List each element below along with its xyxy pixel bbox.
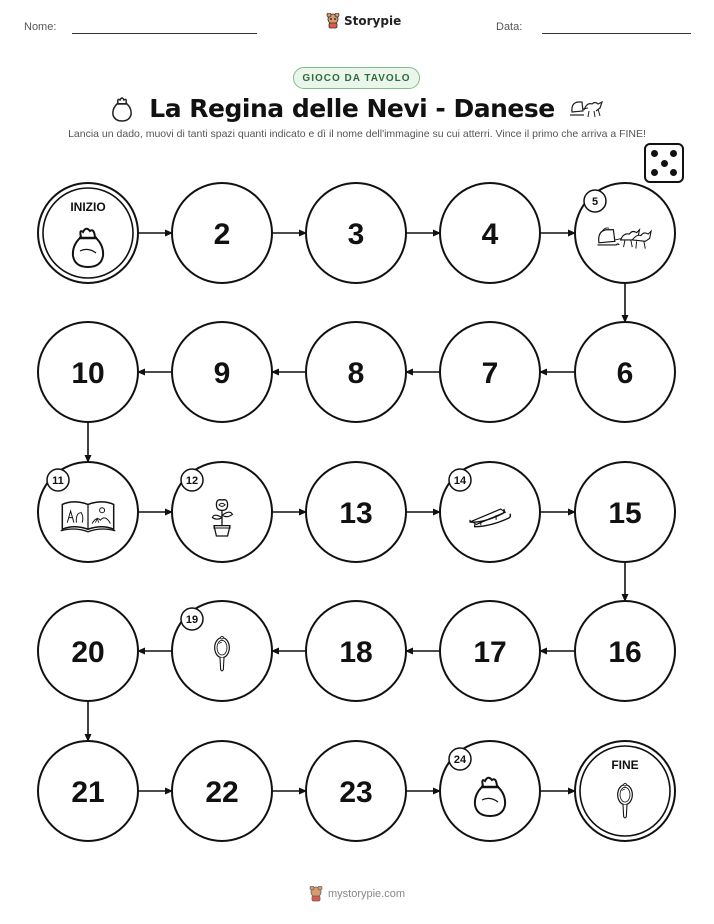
board-space: [575, 183, 675, 283]
board-space: [172, 601, 272, 701]
board-space: [306, 601, 406, 701]
board-space: [440, 601, 540, 701]
space-number: 10: [71, 357, 105, 390]
finish-space: [575, 741, 675, 841]
space-number: 21: [71, 776, 105, 809]
board-space: [440, 741, 540, 841]
board-space: [38, 462, 138, 562]
board-space: [306, 741, 406, 841]
board-space: [440, 462, 540, 562]
space-number: 6: [616, 357, 634, 390]
space-number: 3: [347, 218, 365, 251]
page-title: La Regina delle Nevi - Danese: [149, 93, 555, 123]
space-number: 15: [608, 497, 642, 530]
board-space: [575, 322, 675, 422]
brand-name: Storypie: [344, 14, 402, 28]
board-space: [440, 183, 540, 283]
open-book-icon: [61, 502, 116, 532]
date-label: Data:: [496, 21, 523, 33]
board-space: [172, 741, 272, 841]
space-number: 22: [205, 776, 239, 809]
start-space: [38, 183, 138, 283]
board-space: [440, 322, 540, 422]
space-number: 14: [453, 475, 467, 487]
board-space: [172, 183, 272, 283]
space-number: 5: [591, 196, 599, 208]
storypie-mascot-icon: [309, 886, 323, 902]
space-number: 2: [213, 218, 231, 251]
board-space: [575, 462, 675, 562]
space-number: 18: [339, 636, 373, 669]
instructions: Lancia un dado, muovi di tanti spazi quanti indicato e dì il nome dell'immagine su cui atterri. Vince il primo che arriva a FINE!: [68, 128, 646, 140]
board-space: [38, 741, 138, 841]
name-label: Nome:: [24, 21, 57, 33]
space-number: 17: [473, 636, 507, 669]
board-space: [172, 462, 272, 562]
space-number: 12: [185, 475, 199, 487]
board-space: [172, 322, 272, 422]
board-space: [38, 601, 138, 701]
board-space: [575, 601, 675, 701]
space-number: 20: [71, 636, 105, 669]
space-number: 19: [185, 614, 199, 626]
space-number: 13: [339, 497, 373, 530]
finish-label: FINE: [611, 758, 639, 772]
space-number: 4: [481, 218, 499, 251]
board-space: [306, 183, 406, 283]
space-number: 7: [481, 357, 499, 390]
space-number: 9: [213, 357, 231, 390]
board-space: [306, 322, 406, 422]
start-label: INIZIO: [70, 200, 106, 214]
space-number: 23: [339, 776, 373, 809]
footer-url: mystorypie.com: [327, 888, 406, 900]
space-number: 8: [347, 357, 365, 390]
board-space: [306, 462, 406, 562]
board-space: [38, 322, 138, 422]
footer: [0, 886, 714, 902]
space-number: 11: [52, 475, 64, 487]
space-number: 16: [608, 636, 642, 669]
space-number: 24: [453, 754, 467, 766]
game-type-badge: GIOCO DA TAVOLO: [293, 67, 420, 89]
board-spaces: [38, 183, 675, 841]
